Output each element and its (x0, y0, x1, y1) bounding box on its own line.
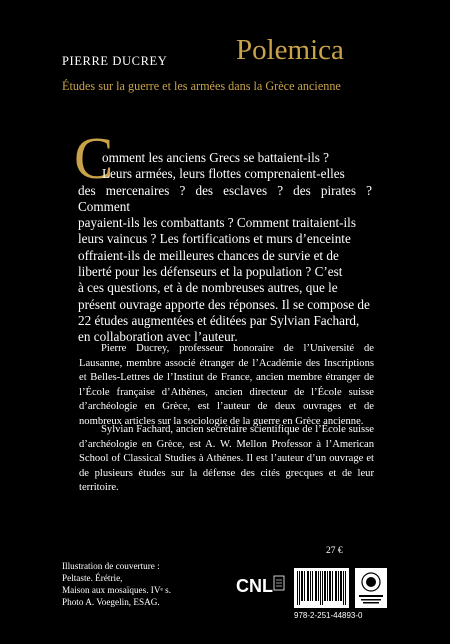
lead-line: offraient-ils de meilleures chances de survie et de (78, 247, 339, 263)
credit-line: Peltaste. Érétrie, (62, 573, 123, 583)
lead-line: en collaboration avec l’auteur. (78, 329, 238, 345)
author-name: PIERRE DUCREY (62, 54, 168, 68)
cnl-logo (236, 570, 286, 602)
drop-cap: C (74, 125, 114, 191)
price: 27 € (326, 546, 343, 556)
credit-line: Illustration de couverture : (62, 561, 160, 571)
cnl-logo-text: CNL (236, 576, 273, 596)
barcode-icon (294, 568, 349, 608)
lead-line: des mercenaires ? des esclaves ? des pirates ? Comment (78, 182, 372, 214)
author-bio-fachard (79, 423, 374, 496)
lead-paragraph (78, 150, 372, 346)
isbn-number: 978-2-251-44893-0 (294, 611, 363, 620)
publisher-seal-icon (355, 568, 387, 608)
lead-line: payaient-ils les combattants ? Comment traitaient-ils (78, 215, 356, 231)
book-title: Polemica (236, 34, 344, 66)
lead-line: liberté pour les défenseurs et la population ? C’est (78, 264, 343, 280)
bio-text: Pierre Ducrey, professeur honoraire de l’Université de Lausanne, membre associé étranger de l’Académie des Inscriptions et Belles-Lettres de l’Institut de France, ancien membre étranger de l’École française d’Athènes, ancien directeur de l’École suisse d’archéologie en Grèce, est l’auteur de deux ouvrages et de nombreux articles sur la sociologie de la guerre en Grèce ancienne. (79, 343, 374, 427)
book-subtitle: Études sur la guerre et les armées dans la Grèce ancienne (62, 79, 341, 93)
cover-credit (62, 560, 202, 608)
lead-line: leurs vaincus ? Les fortifications et murs d’enceinte (78, 231, 351, 247)
lead-line: omment les anciens Grecs se battaient-ils ? (102, 150, 330, 165)
lead-line: Leurs armées, leurs flottes comprenaient-elles (102, 166, 345, 182)
lead-line: à ces questions, et à de nombreuses autres, que le (78, 280, 338, 296)
lead-line: 22 études augmentées et éditées par Sylvian Fachard, (78, 312, 360, 328)
credit-line: Maison aux mosaïques. IVᵉ s. (62, 585, 172, 595)
credit-line: Photo A. Voegelin, ESAG. (62, 597, 160, 607)
author-bio-ducrey (79, 342, 374, 430)
bio-text: Sylvian Fachard, ancien secrétaire scientifique de l’École suisse d’archéologie en Grèce, est A. W. Mellon Professor à l’American School of Classical Studies à Athènes. Il est l’auteur d’un ouvrage et de plusieurs études sur la défense des cités grecques et de leur territoire. (79, 424, 374, 494)
lead-line: présent ouvrage apporte des réponses. Il se compose de (78, 296, 370, 312)
